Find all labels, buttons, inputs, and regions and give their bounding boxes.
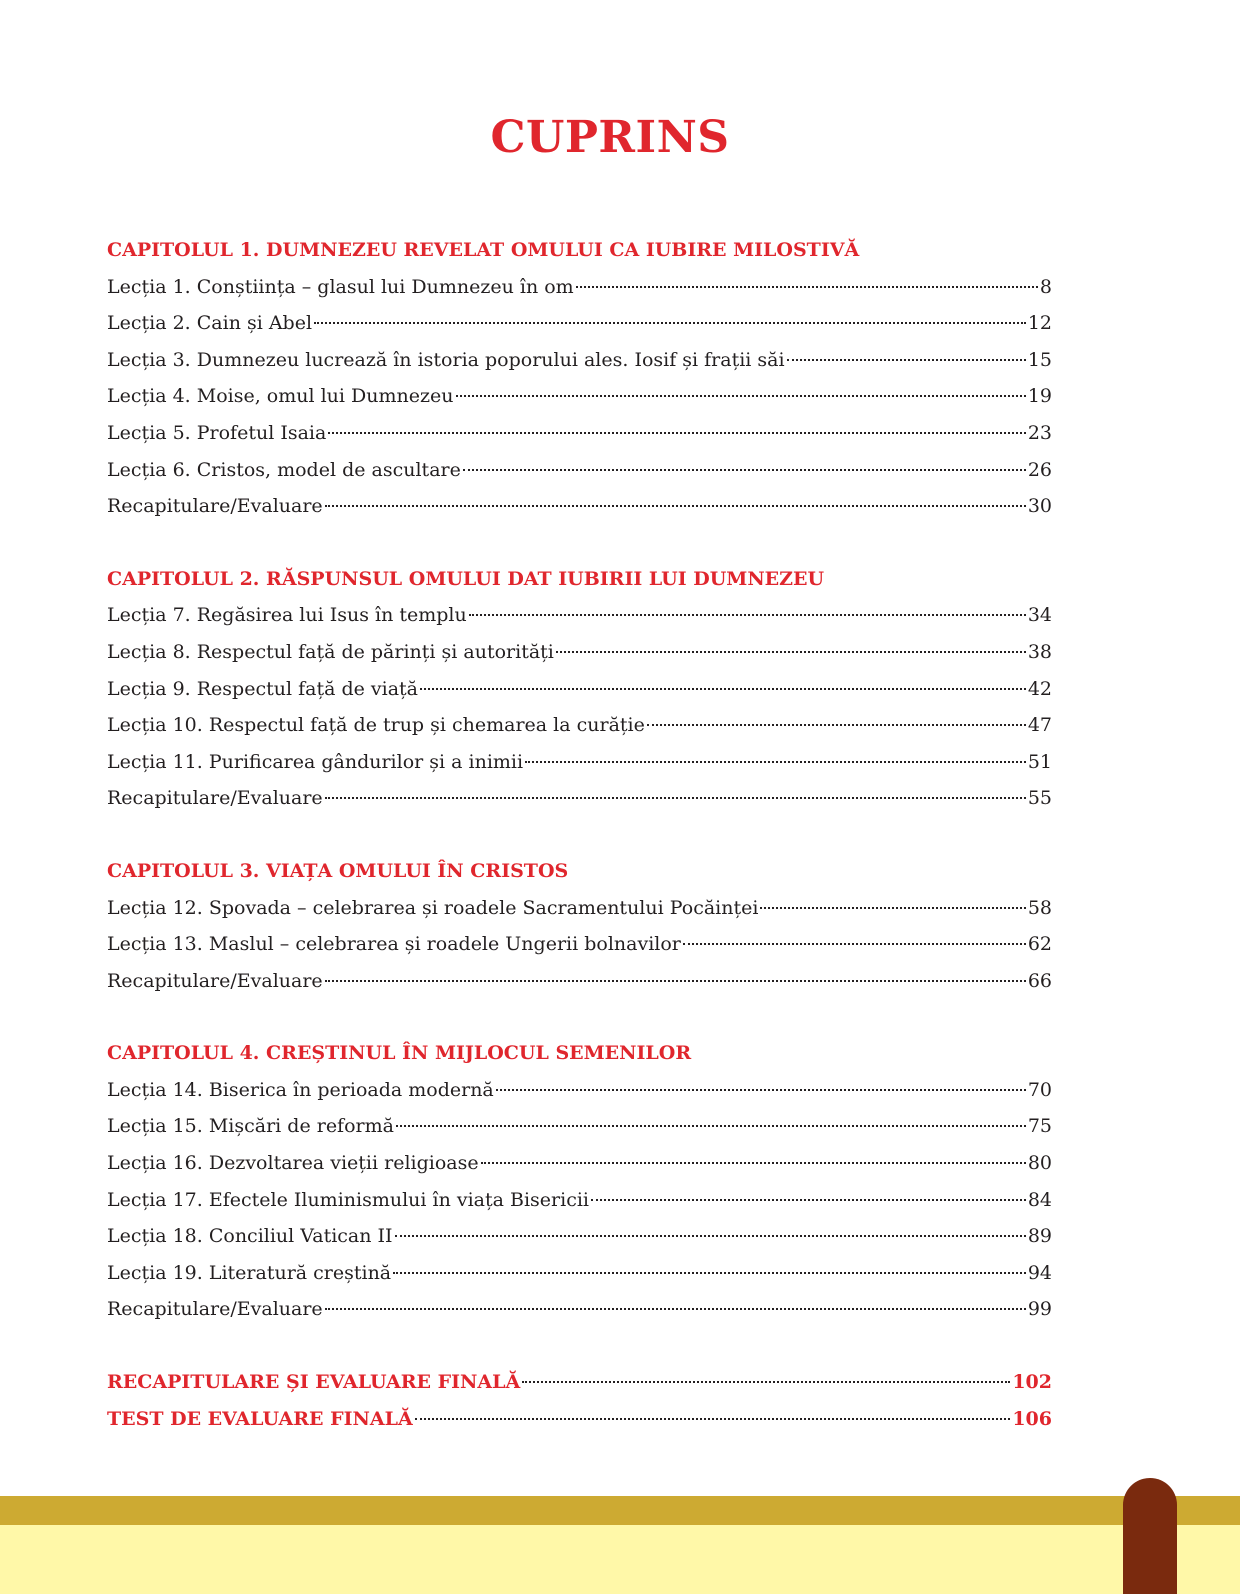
entry-label: Lecția 16. Dezvoltarea vieții religioase — [107, 1152, 479, 1175]
section-gap — [107, 999, 1052, 1035]
entry-page: 66 — [1027, 969, 1052, 992]
toc-entry[interactable] — [107, 269, 1052, 306]
entry-label: Lecția 3. Dumnezeu lucrează în istoria poporului ales. Iosif și frații săi — [107, 348, 785, 371]
toc-entry[interactable] — [107, 1255, 1052, 1292]
chapter-2-heading: CAPITOLUL 2. RĂSPUNSUL OMULUI DAT IUBIRII LUI DUMNEZEU — [107, 567, 825, 590]
dot-leader — [591, 1199, 1026, 1201]
entry-label: Lecția 1. Conștiința – glasul lui Dumnezeu în om — [107, 275, 574, 298]
toc-entry[interactable] — [107, 707, 1052, 744]
toc-entry[interactable] — [107, 342, 1052, 379]
entry-page: 62 — [1027, 933, 1052, 956]
dot-leader — [325, 505, 1026, 507]
dot-leader — [325, 797, 1026, 799]
page-tab-marker — [1123, 1478, 1177, 1594]
entry-page: 23 — [1027, 421, 1052, 444]
dot-leader — [325, 980, 1026, 982]
entry-label: Lecția 12. Spovada – celebrarea și roadele Sacramentului Pocăinței — [107, 896, 759, 919]
final-evaluation-entry[interactable] — [107, 1364, 1052, 1401]
toc-entry[interactable] — [107, 597, 1052, 634]
dot-leader — [456, 395, 1026, 397]
entry-page: 19 — [1027, 385, 1052, 408]
entry-label: Lecția 13. Maslul – celebrarea și roadele Ungerii bolnavilor — [107, 933, 681, 956]
entry-label: Lecția 4. Moise, omul lui Dumnezeu — [107, 385, 454, 408]
dot-leader — [787, 359, 1026, 361]
toc-entry[interactable] — [107, 634, 1052, 671]
entry-page: 70 — [1027, 1078, 1052, 1101]
table-of-contents — [107, 232, 1052, 1437]
dot-leader — [683, 943, 1026, 945]
entry-page: 75 — [1027, 1115, 1052, 1138]
footer-cream-band — [0, 1525, 1240, 1594]
toc-entry[interactable] — [107, 671, 1052, 708]
entry-label: RECAPITULARE ȘI EVALUARE FINALĂ — [107, 1371, 521, 1394]
entry-label: Lecția 9. Respectul față de viață — [107, 677, 418, 700]
entry-label: Lecția 11. Purificarea gândurilor și a inimii — [107, 750, 524, 773]
dot-leader — [469, 614, 1026, 616]
dot-leader — [314, 322, 1026, 324]
chapter-3-heading: CAPITOLUL 3. VIAȚA OMULUI ÎN CRISTOS — [107, 859, 569, 882]
entry-label: Lecția 8. Respectul față de părinți și autorități — [107, 640, 554, 663]
entry-label: Lecția 15. Mișcări de reformă — [107, 1115, 394, 1138]
toc-entry[interactable] — [107, 1182, 1052, 1219]
entry-page: 102 — [1012, 1371, 1052, 1394]
toc-entry[interactable] — [107, 305, 1052, 342]
entry-label: Recapitulare/Evaluare — [107, 787, 323, 810]
entry-page: 26 — [1027, 458, 1052, 481]
toc-entry[interactable] — [107, 744, 1052, 781]
entry-page: 89 — [1027, 1225, 1052, 1248]
toc-entry[interactable] — [107, 488, 1052, 525]
entry-label: Recapitulare/Evaluare — [107, 969, 323, 992]
dot-leader — [325, 1308, 1026, 1310]
toc-entry[interactable] — [107, 1072, 1052, 1109]
toc-entry[interactable] — [107, 1218, 1052, 1255]
entry-label: Lecția 18. Conciliul Vatican II — [107, 1225, 393, 1248]
toc-entry[interactable] — [107, 1291, 1052, 1328]
page-title: CUPRINS — [490, 112, 730, 163]
final-test-entry[interactable] — [107, 1401, 1052, 1438]
dot-leader — [647, 724, 1026, 726]
dot-leader — [328, 432, 1026, 434]
entry-label: Lecția 19. Literatură creștină — [107, 1261, 392, 1284]
entry-label: Lecția 14. Biserica în perioada modernă — [107, 1078, 494, 1101]
dot-leader — [395, 1235, 1026, 1237]
entry-page: 30 — [1027, 495, 1052, 518]
footer-gold-band — [0, 1496, 1240, 1525]
entry-label: Recapitulare/Evaluare — [107, 495, 323, 518]
toc-entry[interactable] — [107, 415, 1052, 452]
entry-label: Lecția 10. Respectul față de trup și chemarea la curăție — [107, 714, 645, 737]
entry-label: Lecția 2. Cain și Abel — [107, 312, 313, 335]
section-gap — [107, 1328, 1052, 1364]
toc-entry[interactable] — [107, 780, 1052, 817]
toc-entry[interactable] — [107, 1145, 1052, 1182]
toc-entry[interactable] — [107, 452, 1052, 489]
entry-page: 15 — [1027, 348, 1052, 371]
toc-entry[interactable] — [107, 1108, 1052, 1145]
entry-label: Lecția 7. Regăsirea lui Isus în templu — [107, 604, 467, 627]
toc-entry[interactable] — [107, 963, 1052, 1000]
dot-leader — [463, 469, 1026, 471]
entry-page: 34 — [1027, 604, 1052, 627]
dot-leader — [556, 651, 1026, 653]
entry-label: Lecția 6. Cristos, model de ascultare — [107, 458, 461, 481]
entry-page: 47 — [1027, 714, 1052, 737]
toc-entry[interactable] — [107, 926, 1052, 963]
dot-leader — [525, 761, 1026, 763]
entry-label: Lecția 17. Efectele Iluminismului în viața Bisericii — [107, 1188, 590, 1211]
section-gap — [107, 817, 1052, 853]
entry-page: 51 — [1027, 750, 1052, 773]
entry-page: 42 — [1027, 677, 1052, 700]
entry-page: 84 — [1027, 1188, 1052, 1211]
entry-page: 12 — [1027, 312, 1052, 335]
entry-label: Recapitulare/Evaluare — [107, 1298, 323, 1321]
entry-label: Lecția 5. Profetul Isaia — [107, 421, 327, 444]
dot-leader — [420, 688, 1026, 690]
dot-leader — [760, 907, 1025, 909]
toc-entry[interactable] — [107, 378, 1052, 415]
dot-leader — [496, 1089, 1026, 1091]
entry-page: 106 — [1012, 1407, 1052, 1430]
toc-entry[interactable] — [107, 890, 1052, 927]
dot-leader — [396, 1125, 1026, 1127]
entry-page: 55 — [1027, 787, 1052, 810]
chapter-4-heading: CAPITOLUL 4. CREȘTINUL ÎN MIJLOCUL SEMENILOR — [107, 1042, 692, 1065]
dot-leader — [481, 1162, 1026, 1164]
dot-leader — [393, 1272, 1026, 1274]
entry-page: 99 — [1027, 1298, 1052, 1321]
chapter-1-heading: CAPITOLUL 1. DUMNEZEU REVELAT OMULUI CA IUBIRE MILOSTIVĂ — [107, 239, 860, 261]
entry-page: 58 — [1027, 896, 1052, 919]
dot-leader — [576, 286, 1038, 288]
entry-page: 38 — [1027, 640, 1052, 663]
dot-leader — [522, 1381, 1010, 1383]
entry-label: TEST DE EVALUARE FINALĂ — [107, 1407, 413, 1430]
section-gap — [107, 525, 1052, 561]
entry-page: 94 — [1027, 1261, 1052, 1284]
entry-page: 8 — [1039, 275, 1052, 298]
entry-page: 80 — [1027, 1152, 1052, 1175]
dot-leader — [415, 1418, 1011, 1420]
